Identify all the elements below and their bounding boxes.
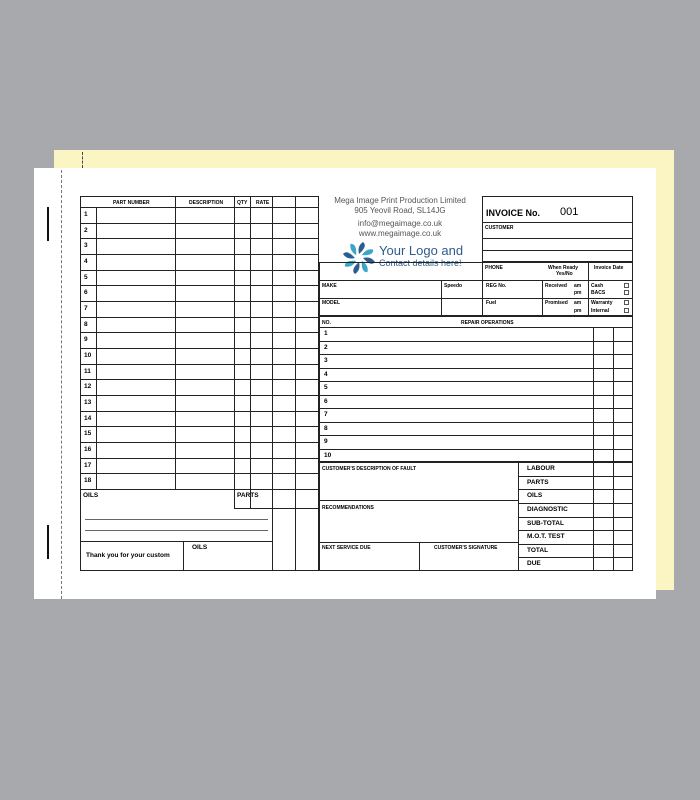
received-am: am bbox=[574, 283, 582, 289]
signature-label: CUSTOMER'S SIGNATURE bbox=[434, 545, 498, 551]
customer-label: CUSTOMER bbox=[485, 225, 514, 231]
parts-row-number: 6 bbox=[84, 289, 88, 297]
totals-row-divider bbox=[518, 517, 633, 518]
cash-label: Cash bbox=[591, 283, 604, 289]
thank-you-message: Thank you for your custom bbox=[86, 552, 170, 559]
company-email: info@megaimage.co.uk bbox=[357, 219, 443, 228]
repair-row-divider bbox=[319, 381, 633, 382]
when-ready-label: When Ready bbox=[548, 265, 579, 271]
parts-row-number: 15 bbox=[84, 430, 92, 438]
bacs-checkbox[interactable] bbox=[624, 290, 629, 295]
recommendations-label: RECOMMENDATIONS bbox=[322, 505, 374, 511]
parts-row-divider bbox=[80, 332, 319, 333]
parts-row-number: 7 bbox=[84, 305, 88, 312]
parts-row-number: 1 bbox=[84, 211, 88, 218]
invoice-number: 001 bbox=[560, 206, 579, 218]
totals-label: LABOUR bbox=[527, 465, 555, 472]
promised-am: am bbox=[574, 300, 582, 306]
totals-label: M.O.T. TEST bbox=[527, 533, 565, 541]
binding-mark-bottom bbox=[47, 525, 49, 559]
parts-row-divider bbox=[80, 238, 319, 239]
invoice-title: INVOICE No. bbox=[486, 208, 541, 218]
company-website: www.megaimage.co.uk bbox=[358, 229, 442, 238]
received-pm: pm bbox=[574, 290, 582, 296]
warranty-checkbox[interactable] bbox=[624, 300, 629, 305]
make-label: MAKE bbox=[322, 283, 337, 289]
parts-row-number: 13 bbox=[84, 399, 92, 406]
logo-line-1: Your Logo and bbox=[379, 243, 464, 258]
parts-row-number: 5 bbox=[84, 273, 88, 281]
parts-row-divider bbox=[80, 348, 319, 349]
parts-row-divider bbox=[80, 301, 319, 302]
parts-row-divider bbox=[80, 442, 319, 443]
fault-label: CUSTOMER'S DESCRIPTION OF FAULT bbox=[322, 466, 417, 472]
repair-row-divider bbox=[319, 449, 633, 450]
bacs-label: BACS bbox=[591, 290, 606, 296]
warranty-label: Warranty bbox=[591, 300, 613, 306]
binding-mark-top bbox=[47, 207, 49, 241]
logo-petal bbox=[359, 242, 365, 254]
parts-row-divider bbox=[80, 270, 319, 271]
received-label: Received bbox=[545, 283, 567, 289]
totals-row-divider bbox=[518, 489, 633, 490]
phone-label: PHONE bbox=[485, 265, 503, 271]
oils-bottom-label: OILS bbox=[192, 544, 208, 551]
header-rate: RATE bbox=[256, 200, 270, 206]
next-service-label: NEXT SERVICE DUE bbox=[322, 545, 371, 551]
parts-row-divider bbox=[80, 285, 319, 286]
model-label: MODEL bbox=[322, 300, 341, 306]
repair-row-number: 8 bbox=[324, 424, 328, 432]
parts-row-divider bbox=[80, 317, 319, 318]
speedo-label: Speedo bbox=[444, 283, 463, 289]
repair-row-number: 9 bbox=[324, 438, 328, 445]
logo-petal bbox=[343, 252, 355, 258]
copy-perforation bbox=[82, 152, 83, 168]
totals-row-divider bbox=[518, 557, 633, 558]
repair-row-divider bbox=[319, 435, 633, 436]
parts-row-divider bbox=[80, 223, 319, 224]
repair-row-number: 3 bbox=[324, 357, 328, 364]
repair-row-divider bbox=[319, 422, 633, 423]
repair-row-number: 7 bbox=[324, 411, 328, 418]
parts-row-number: 8 bbox=[84, 320, 88, 328]
promised-pm: pm bbox=[574, 308, 582, 314]
invoice-date-label: Invoice Date bbox=[594, 265, 624, 271]
repair-row-divider bbox=[319, 408, 633, 409]
cash-checkbox[interactable] bbox=[624, 283, 629, 288]
totals-label: SUB-TOTAL bbox=[527, 519, 564, 527]
parts-label: PARTS bbox=[237, 492, 259, 499]
company-address: 905 Yeovil Road, SL14JG bbox=[354, 206, 446, 215]
repair-row-divider bbox=[319, 395, 633, 396]
parts-row-number: 17 bbox=[84, 461, 92, 469]
header-part-number: PART NUMBER bbox=[113, 200, 150, 206]
totals-label: DIAGNOSTIC bbox=[527, 505, 568, 513]
internal-label: Internal bbox=[591, 308, 610, 314]
parts-row-divider bbox=[80, 254, 319, 255]
fuel-label: Fuel bbox=[486, 300, 497, 306]
logo-line-2: Contact details here! bbox=[379, 258, 462, 268]
repair-row-number: 10 bbox=[324, 451, 332, 459]
totals-row-divider bbox=[518, 503, 633, 504]
oils-label: OILS bbox=[83, 492, 99, 499]
parts-row-divider bbox=[80, 379, 319, 380]
repair-row-number: 2 bbox=[324, 343, 328, 351]
header-qty: QTY bbox=[237, 200, 248, 206]
parts-row-divider bbox=[80, 458, 319, 459]
parts-row-number: 9 bbox=[84, 336, 88, 344]
repair-row-number: 1 bbox=[324, 330, 328, 337]
totals-row-divider bbox=[518, 476, 633, 477]
totals-row-divider bbox=[518, 544, 633, 545]
header-description: DESCRIPTION bbox=[189, 200, 224, 206]
repair-row-divider bbox=[319, 354, 633, 355]
repair-row-divider bbox=[319, 368, 633, 369]
totals-label: OILS bbox=[527, 492, 543, 500]
parts-row-number: 2 bbox=[84, 226, 88, 234]
promised-label: Promised bbox=[545, 300, 568, 306]
repair-row-number: 5 bbox=[324, 384, 328, 391]
yes-no-label: Yes/No bbox=[556, 271, 573, 277]
parts-row-number: 10 bbox=[84, 352, 92, 359]
parts-row-divider bbox=[80, 411, 319, 412]
repair-no-label: NO. bbox=[322, 320, 331, 326]
parts-row-divider bbox=[80, 395, 319, 396]
parts-row-divider bbox=[80, 364, 319, 365]
internal-checkbox[interactable] bbox=[624, 308, 629, 313]
totals-label: DUE bbox=[527, 560, 541, 568]
totals-label: TOTAL bbox=[527, 546, 549, 554]
parts-row-divider bbox=[80, 473, 319, 474]
parts-row-number: 11 bbox=[84, 367, 91, 375]
repair-row-number: 6 bbox=[324, 397, 328, 405]
company-name: Mega Image Print Production Limited bbox=[334, 196, 466, 205]
parts-row-number: 18 bbox=[84, 477, 92, 485]
parts-row-number: 14 bbox=[84, 414, 92, 422]
reg-no-label: REG No. bbox=[486, 283, 507, 289]
parts-row-number: 3 bbox=[84, 242, 88, 250]
repair-row-number: 4 bbox=[324, 370, 328, 378]
parts-row-divider bbox=[80, 426, 319, 427]
parts-row-number: 16 bbox=[84, 446, 92, 453]
repair-row-divider bbox=[319, 341, 633, 342]
repair-title: REPAIR OPERATIONS bbox=[461, 320, 514, 326]
totals-row-divider bbox=[518, 530, 633, 531]
parts-row-number: 4 bbox=[84, 258, 88, 265]
parts-row-number: 12 bbox=[84, 383, 92, 391]
totals-label: PARTS bbox=[527, 478, 549, 486]
perforation-line bbox=[61, 170, 62, 599]
